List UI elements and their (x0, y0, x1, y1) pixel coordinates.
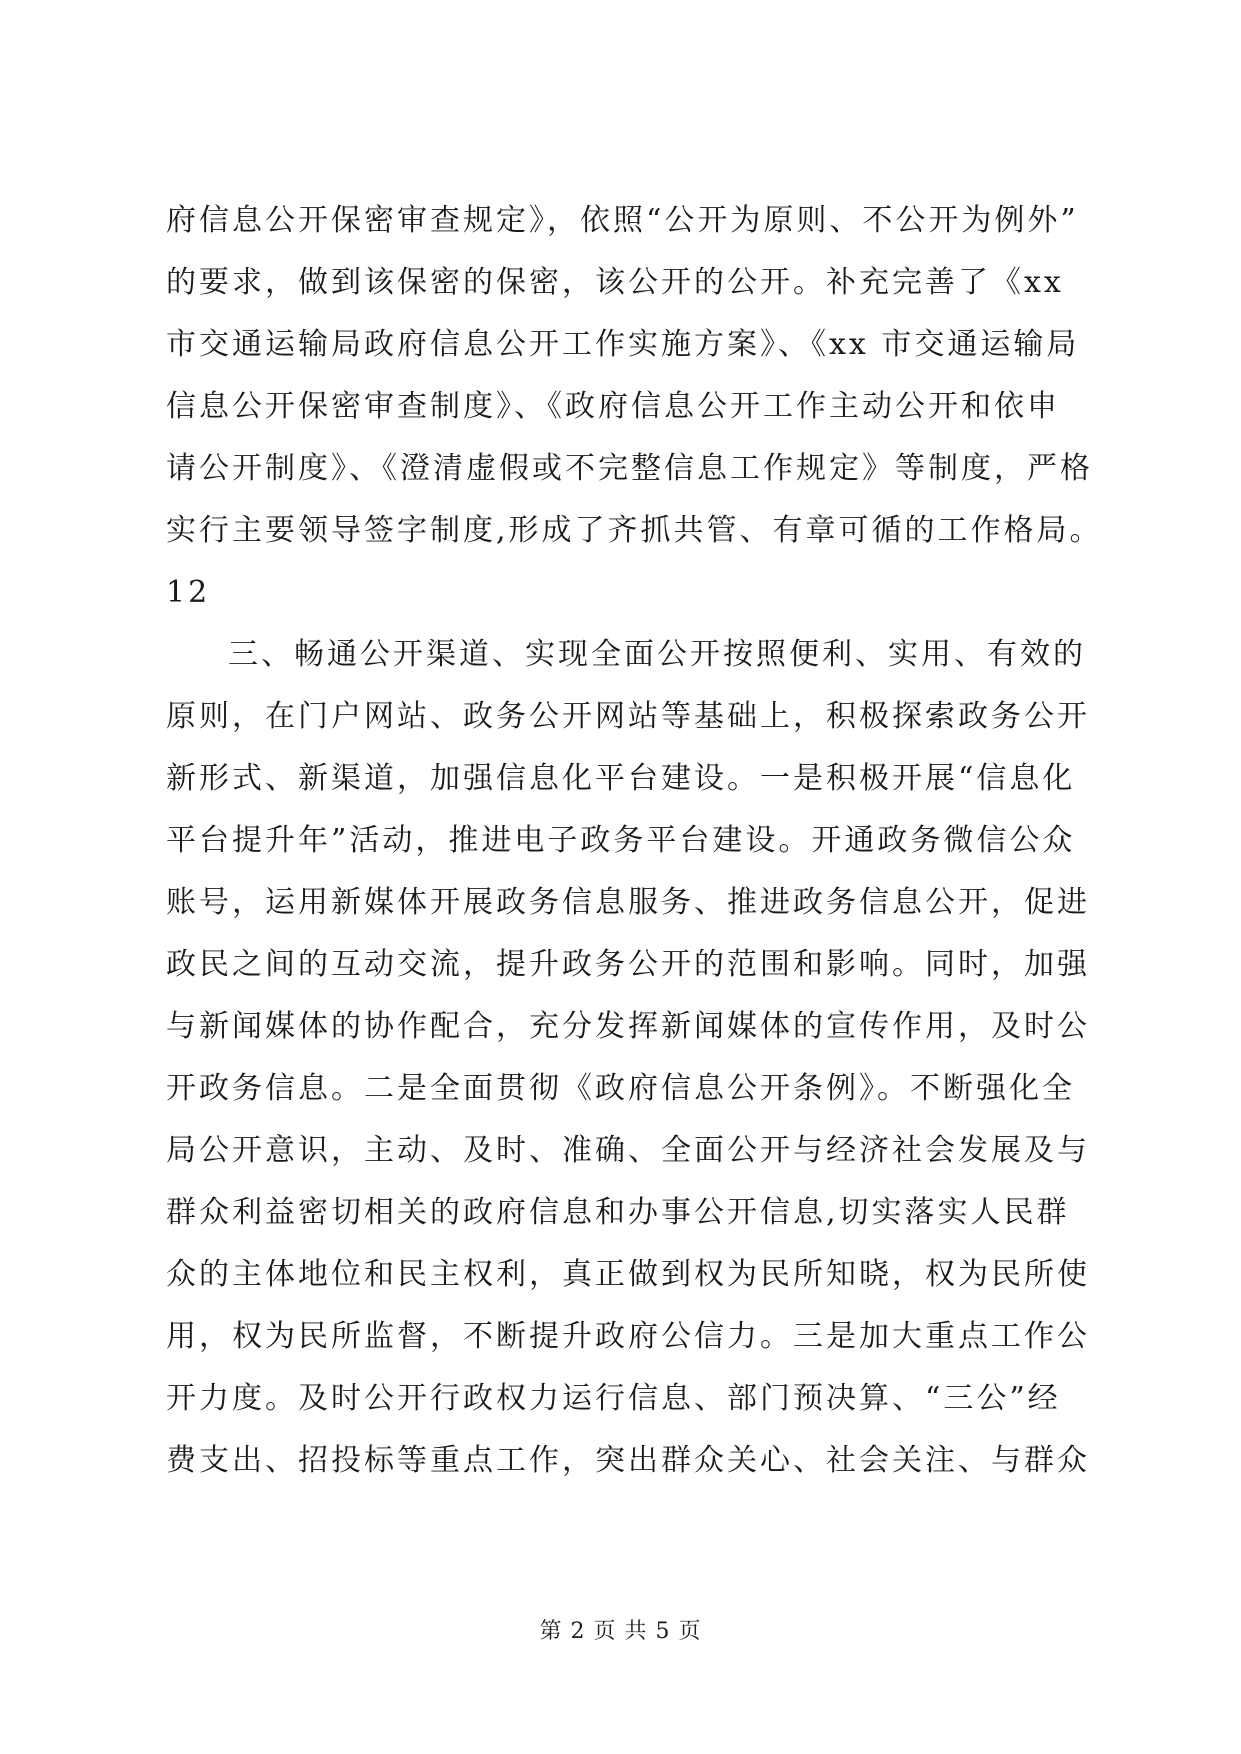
text-line: 费支出、招投标等重点工作，突出群众关心、社会关注、与群众 (166, 1443, 1090, 1478)
text-line: 请公开制度》、《澄清虚假或不完整信息工作规定》等制度，严格 (166, 451, 1093, 486)
text-line: 的要求，做到该保密的保密，该公开的公开。补充完善了《xx (166, 265, 1064, 300)
text-line: 账号，运用新媒体开展政务信息服务、推进政务信息公开，促进 (166, 885, 1090, 920)
text-line: 开政务信息。二是全面贯彻《政府信息公开条例》。不断强化全 (166, 1071, 1075, 1106)
text-line: 用，权为民所监督，不断提升政府公信力。三是加大重点工作公 (166, 1319, 1090, 1354)
text-line: 众的主体地位和民主权利，真正做到权为民所知晓，权为民所使 (166, 1257, 1090, 1292)
text-line: 局公开意识，主动、及时、准确、全面公开与经济社会发展及与 (166, 1133, 1090, 1168)
text-line: 原则，在门户网站、政务公开网站等基础上，积极探索政务公开 (166, 699, 1090, 734)
text-line: 信息公开保密审查制度》、《政府信息公开工作主动公开和依申 (166, 389, 1060, 424)
text-line: 府信息公开保密审查规定》，依照“公开为原则、不公开为例外” (166, 203, 1079, 238)
text-line: 政民之间的互动交流，提升政务公开的范围和影响。同时，加强 (166, 947, 1090, 982)
text-line: 开力度。及时公开行政权力运行信息、部门预决算、“三公”经 (166, 1381, 1061, 1416)
text-line: 市交通运输局政府信息公开工作实施方案》、《xx 市交通运输局 (166, 327, 1080, 362)
text-line: 12 (166, 575, 211, 610)
text-line: 与新闻媒体的协作配合，充分发挥新闻媒体的宣传作用，及时公 (166, 1009, 1090, 1044)
text-line: 群众利益密切相关的政府信息和办事公开信息,切实落实人民群 (166, 1195, 1070, 1230)
section-heading-line: 三、畅通公开渠道、实现全面公开按照便利、实用、有效的 (228, 637, 1086, 672)
text-line: 新形式、新渠道，加强信息化平台建设。一是积极开展“信息化 (166, 761, 1076, 796)
page-number-footer: 第 2 页 共 5 页 (539, 1619, 702, 1644)
text-line: 平台提升年”活动，推进电子政务平台建设。开通政务微信公众 (166, 823, 1076, 858)
text-line: 实行主要领导签字制度,形成了齐抓共管、有章可循的工作格局。 (166, 513, 1103, 548)
